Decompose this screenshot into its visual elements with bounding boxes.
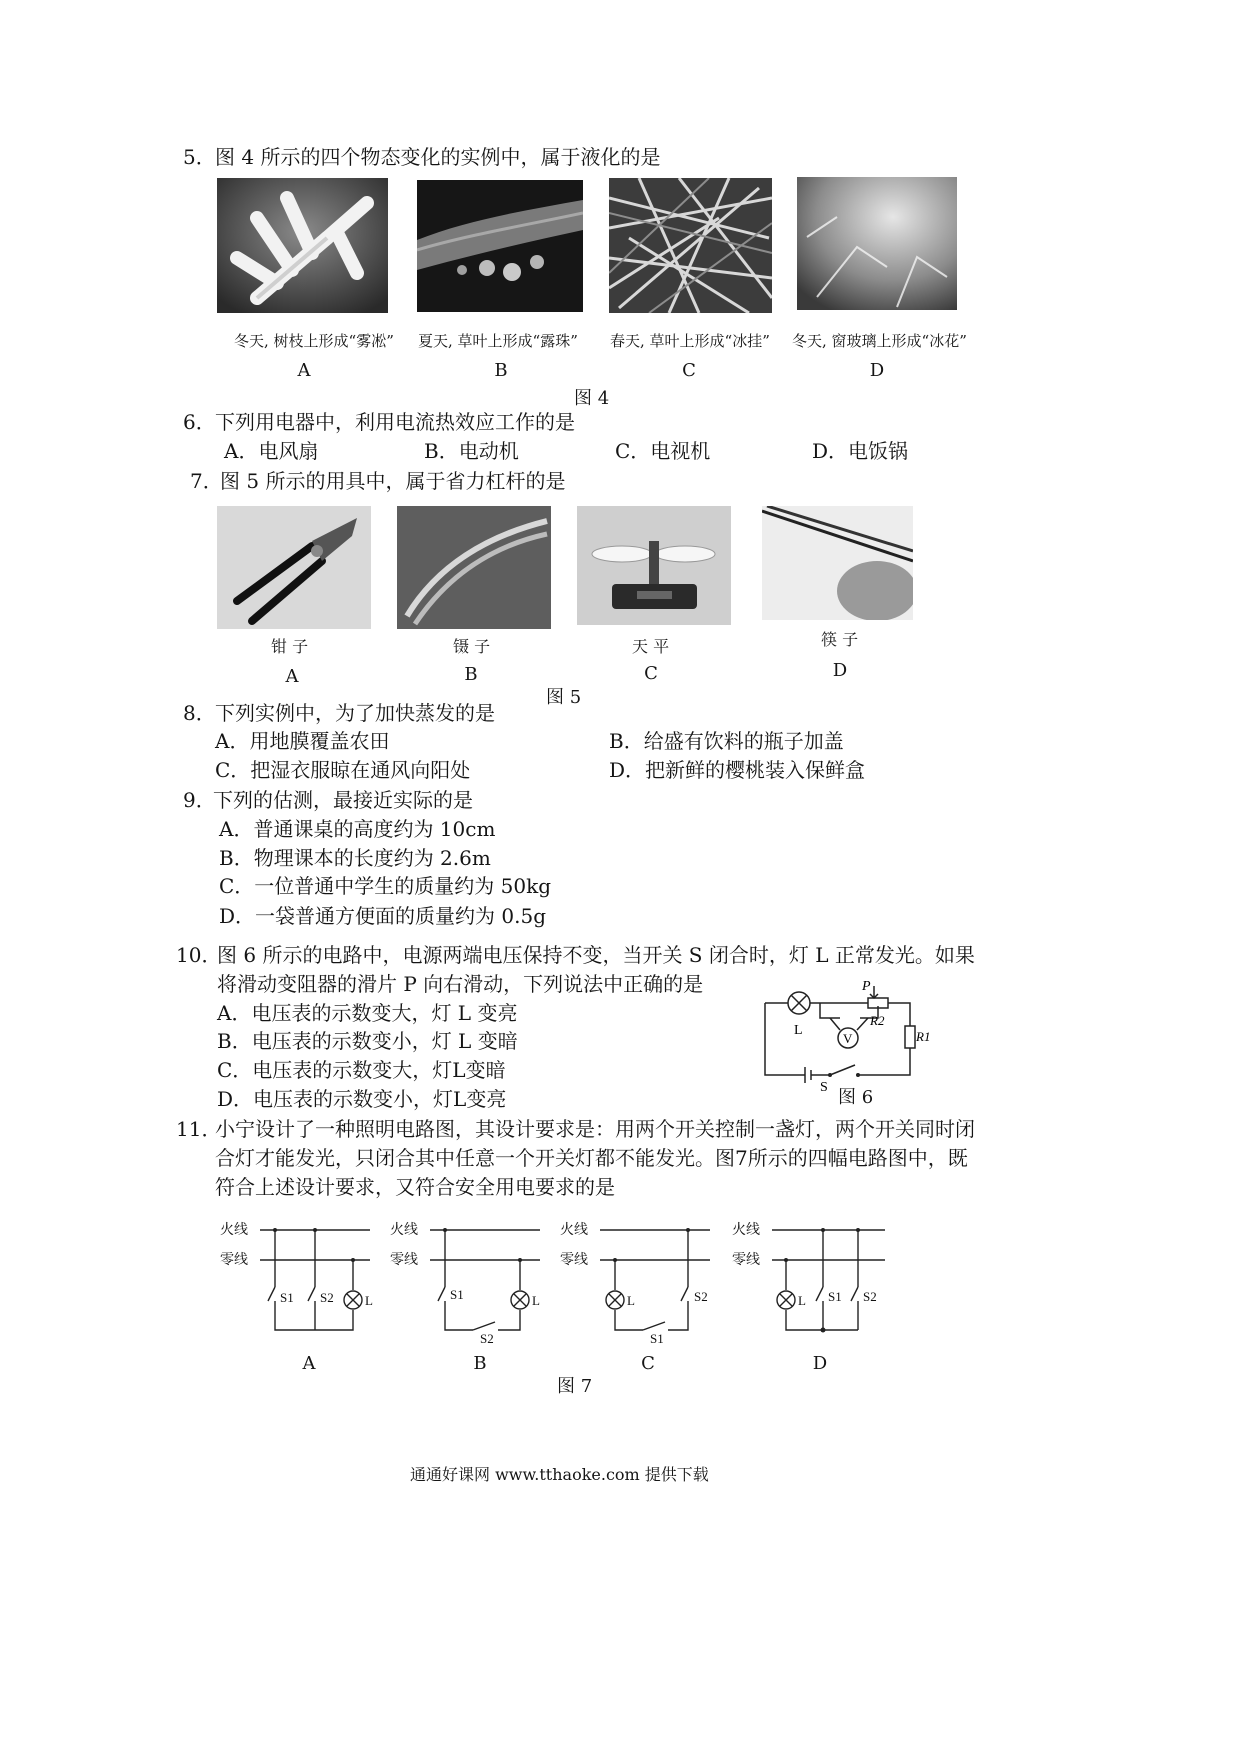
q7-text: 图 5 所示的用具中，属于省力杠杆的是	[220, 469, 566, 493]
q10-label-meter: V	[843, 1031, 853, 1046]
q9-option-d: D．一袋普通方便面的质量约为 0.5g	[219, 904, 547, 928]
q7-caption-b: 镊 子	[453, 637, 491, 656]
q11-c-neutral-label: 零线	[560, 1253, 588, 1268]
q7-letter-c: C	[644, 663, 658, 684]
q11-b-lamp: L	[532, 1293, 540, 1308]
q11-line2: 合灯才能发光，只闭合其中任意一个开关灯都不能发光。图7所示的四幅电路图中，既	[215, 1146, 968, 1170]
q11-d-s1: S1	[828, 1289, 842, 1304]
q10-circuit-diagram	[760, 978, 930, 1098]
q11-line1: 小宁设计了一种照明电路图，其设计要求是：用两个开关控制一盏灯，两个开关同时闭	[215, 1117, 975, 1141]
q11-letter-a: A	[302, 1353, 316, 1374]
q5-letter-d: D	[869, 360, 885, 381]
q5-figure-label: 图 4	[574, 388, 610, 409]
q11-a-s1: S1	[280, 1290, 294, 1305]
page-footer: 通通好课网 www.tthaoke.com 提供下载	[410, 1465, 709, 1484]
q6-option-c: C．电视机	[615, 439, 711, 463]
q7-figure-label: 图 5	[546, 687, 582, 708]
q8-option-c: C．把湿衣服晾在通风向阳处	[215, 758, 471, 782]
q10-label-switch: S	[820, 1080, 828, 1095]
q5-number: 5．	[183, 145, 216, 169]
q8-text: 下列实例中，为了加快蒸发的是	[215, 701, 495, 725]
q7-letter-d: D	[832, 660, 848, 681]
q11-c-s1: S1	[650, 1331, 664, 1346]
q11-c-lamp: L	[627, 1293, 635, 1308]
q10-label-lamp: L	[794, 1023, 803, 1038]
q6-text: 下列用电器中，利用电流热效应工作的是	[215, 410, 575, 434]
q5-text: 图 4 所示的四个物态变化的实例中，属于液化的是	[215, 145, 661, 169]
q11-a-s2: S2	[320, 1290, 334, 1305]
q9-text: 下列的估测，最接近实际的是	[213, 788, 473, 812]
q11-a-live-label: 火线	[220, 1223, 248, 1238]
q6-option-a: A．电风扇	[224, 439, 319, 463]
q8-option-b: B．给盛有饮料的瓶子加盖	[609, 729, 844, 753]
q11-a-neutral-label: 零线	[220, 1253, 248, 1268]
q11-d-live-label: 火线	[732, 1223, 760, 1238]
q5-letter-b: B	[494, 360, 508, 381]
q7-caption-d: 筷 子	[821, 630, 859, 649]
q10-number: 10．	[176, 943, 222, 967]
q10-label-r1: R1	[916, 1029, 931, 1044]
q8-number: 8．	[183, 701, 216, 725]
q6-number: 6．	[183, 410, 216, 434]
q11-b-s2: S2	[480, 1331, 494, 1346]
q11-line3: 符合上述设计要求，又符合安全用电要求的是	[215, 1175, 615, 1199]
q7-photo-pliers	[217, 506, 371, 629]
q5-caption-c: 春天, 草叶上形成“冰挂”	[610, 332, 770, 350]
q5-letter-c: C	[682, 360, 696, 381]
q7-photo-balance	[577, 506, 731, 625]
q6-option-d: D．电饭锅	[812, 439, 909, 463]
q5-letter-a: A	[297, 360, 311, 381]
q11-c-live-label: 火线	[560, 1223, 588, 1238]
q11-c-s2: S2	[694, 1289, 708, 1304]
q11-letter-b: B	[473, 1353, 487, 1374]
q11-b-s1: S1	[450, 1287, 464, 1302]
q11-b-live-label: 火线	[390, 1223, 418, 1238]
q9-option-c: C．一位普通中学生的质量约为 50kg	[219, 874, 552, 898]
q9-option-a: A．普通课桌的高度约为 10cm	[219, 817, 496, 841]
q11-b-neutral-label: 零线	[390, 1253, 418, 1268]
q10-option-a: A．电压表的示数变大，灯 L 变亮	[217, 1001, 518, 1025]
q8-option-a: A．用地膜覆盖农田	[215, 729, 390, 753]
q11-d-neutral-label: 零线	[732, 1253, 760, 1268]
q10-line1: 图 6 所示的电路中，电源两端电压保持不变，当开关 S 闭合时，灯 L 正常发光。如果	[217, 943, 975, 967]
q5-caption-d: 冬天, 窗玻璃上形成“冰花”	[792, 332, 967, 350]
q5-photo-d	[797, 177, 957, 310]
q7-caption-c: 天 平	[632, 637, 670, 656]
q9-number: 9．	[183, 788, 216, 812]
q7-photo-chopsticks	[762, 506, 913, 620]
q7-photo-tweezers	[397, 506, 551, 629]
q11-letter-c: C	[641, 1353, 655, 1374]
q11-number: 11．	[176, 1117, 222, 1141]
q5-photo-b	[417, 180, 583, 312]
q5-photo-c	[609, 178, 772, 313]
q10-option-b: B．电压表的示数变小，灯 L 变暗	[217, 1029, 518, 1053]
q6-option-b: B．电动机	[424, 439, 519, 463]
q10-option-c: C．电压表的示数变大，灯L变暗	[217, 1058, 506, 1082]
q7-number: 7．	[190, 469, 223, 493]
q5-photo-a	[217, 178, 388, 313]
q10-option-d: D．电压表的示数变小，灯L变亮	[217, 1087, 507, 1111]
q10-line2: 将滑动变阻器的滑片 P 向右滑动，下列说法中正确的是	[217, 972, 704, 996]
q7-letter-a: A	[285, 666, 299, 687]
q8-option-d: D．把新鲜的樱桃装入保鲜盒	[609, 758, 866, 782]
q10-label-slider: P	[862, 979, 871, 994]
q5-caption-a: 冬天, 树枝上形成“雾凇”	[234, 332, 394, 350]
q11-d-lamp: L	[798, 1293, 806, 1308]
q7-letter-b: B	[464, 664, 478, 685]
q10-figure-label: 图 6	[838, 1087, 874, 1108]
q11-a-lamp: L	[365, 1293, 373, 1308]
q11-circuit-diagrams	[220, 1215, 920, 1345]
q11-figure-label: 图 7	[557, 1376, 593, 1397]
q10-label-r2: R2	[870, 1013, 885, 1028]
q11-d-s2: S2	[863, 1289, 877, 1304]
q7-caption-a: 钳 子	[271, 637, 309, 656]
q5-caption-b: 夏天, 草叶上形成“露珠”	[418, 332, 578, 350]
q11-letter-d: D	[812, 1353, 828, 1374]
q9-option-b: B．物理课本的长度约为 2.6m	[219, 846, 491, 870]
